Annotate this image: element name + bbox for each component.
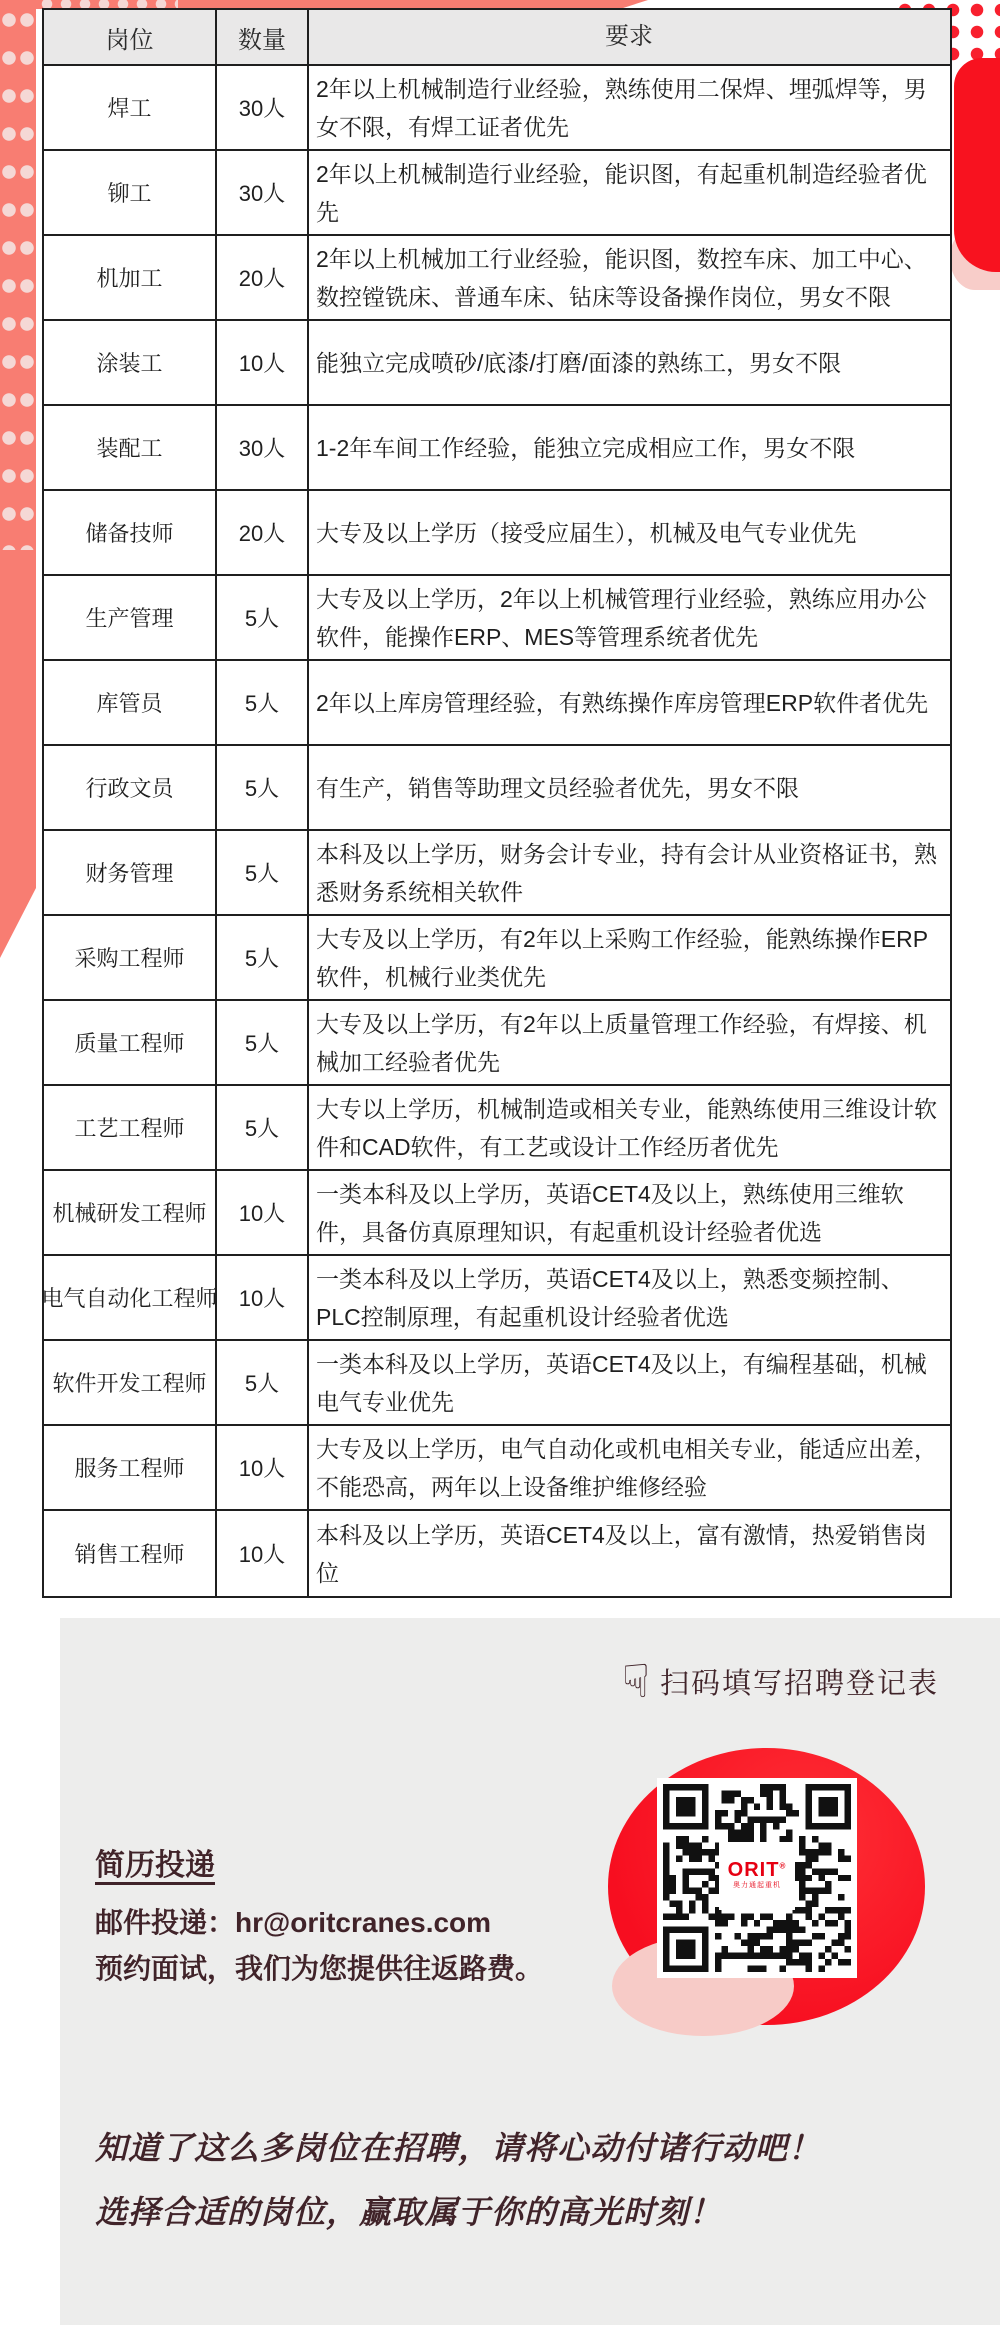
job-count: 10人: [217, 1426, 309, 1509]
bottom-panel: [60, 1618, 1000, 2325]
job-count: 5人: [217, 1341, 309, 1424]
table-row: [44, 831, 950, 916]
table-row: [44, 406, 950, 491]
pointing-down-hand-icon: ☟: [622, 1654, 651, 1708]
table-row: [44, 321, 950, 406]
orit-logo-sublabel: 奥力通起重机: [733, 1882, 781, 1890]
job-count: 10人: [217, 1511, 309, 1596]
orit-logo: ORIT®: [727, 1859, 787, 1882]
job-position: 机械研发工程师: [44, 1171, 217, 1254]
table-row: [44, 1086, 950, 1171]
email-line: 邮件投递：hr@oritcranes.com: [95, 1907, 492, 1938]
scan-label: 扫码填写招聘登记表: [660, 1667, 940, 1700]
table-row: [44, 916, 950, 1001]
qr-code: [657, 1778, 857, 1978]
qr-center-logo: [719, 1842, 795, 1910]
job-count: 10人: [217, 1171, 309, 1254]
job-count: 5人: [217, 576, 309, 659]
job-requirement: 一类本科及以上学历，英语CET4及以上，熟练使用三维软件，具备仿真原理知识，有起重机设计经验者优选: [316, 1180, 904, 1245]
interview-line: 预约面试，我们为您提供往返路费。: [95, 1953, 544, 1984]
job-position: 涂装工: [44, 321, 217, 404]
job-requirement: 本科及以上学历，财务会计专业，持有会计从业资格证书，熟悉财务系统相关软件: [316, 840, 937, 905]
job-count: 5人: [217, 1086, 309, 1169]
job-count: 10人: [217, 321, 309, 404]
job-requirement: 本科及以上学历，英语CET4及以上，富有激情，热爱销售岗位: [316, 1521, 927, 1586]
left-strip-dot-pattern: [0, 10, 36, 550]
header-position: 岗位: [44, 10, 217, 64]
table-row: [44, 491, 950, 576]
table-row: [44, 151, 950, 236]
job-count: 30人: [217, 66, 309, 149]
closing-line-1: 知道了这么多岗位在招聘，请将心动付诸行动吧！: [95, 2130, 822, 2166]
job-position: 焊工: [44, 66, 217, 149]
job-position: 装配工: [44, 406, 217, 489]
contact-block: [95, 1840, 543, 1992]
table-row: [44, 1341, 950, 1426]
job-position: 行政文员: [44, 746, 217, 829]
scan-instruction: [622, 1654, 940, 1708]
job-requirement: 能独立完成喷砂/底漆/打磨/面漆的熟练工，男女不限: [316, 349, 842, 376]
job-count: 5人: [217, 831, 309, 914]
table-body: [41, 66, 950, 1596]
table-row: [44, 1001, 950, 1086]
job-requirement: 大专及以上学历（接受应届生），机械及电气专业优先: [316, 519, 857, 546]
closing-message: [95, 2116, 821, 2244]
table-row: [44, 746, 950, 831]
job-position: 库管员: [44, 661, 217, 744]
job-count: 20人: [217, 236, 309, 319]
job-requirement: 大专及以上学历，有2年以上质量管理工作经验，有焊接、机械加工经验者优先: [316, 1010, 927, 1075]
job-position: 储备技师: [44, 491, 217, 574]
jobs-table: [42, 8, 952, 1598]
job-requirement: 2年以上机械制造行业经验，熟练使用二保焊、埋弧焊等，男女不限，有焊工证者优先: [316, 75, 927, 140]
job-position: 生产管理: [44, 576, 217, 659]
job-count: 30人: [217, 151, 309, 234]
table-row: [44, 576, 950, 661]
job-position: 机加工: [44, 236, 217, 319]
job-position: 软件开发工程师: [44, 1341, 217, 1424]
table-row: [41, 1256, 950, 1341]
job-count: 30人: [217, 406, 309, 489]
job-position: 质量工程师: [44, 1001, 217, 1084]
job-count: 20人: [217, 491, 309, 574]
header-count: 数量: [217, 10, 309, 64]
header-requirement: 要求: [605, 23, 653, 50]
table-header-row: [44, 10, 950, 66]
closing-line-2: 选择合适的岗位，赢取属于你的高光时刻！: [95, 2194, 723, 2230]
job-requirement: 2年以上库房管理经验，有熟练操作库房管理ERP软件者优先: [316, 689, 929, 716]
resume-delivery-title: 简历投递: [95, 1849, 215, 1882]
job-position: 采购工程师: [44, 916, 217, 999]
job-requirement: 大专及以上学历，2年以上机械管理行业经验，熟练应用办公软件，能操作ERP、MES等管理系统者优先: [316, 585, 927, 650]
job-position: 财务管理: [44, 831, 217, 914]
table-row: [44, 236, 950, 321]
table-row: [44, 66, 950, 151]
job-requirement: 有生产，销售等助理文员经验者优先，男女不限: [316, 774, 799, 801]
job-requirement: 1-2年车间工作经验，能独立完成相应工作，男女不限: [316, 434, 856, 461]
job-requirement: 大专以上学历，机械制造或相关专业，能熟练使用三维设计软件和CAD软件，有工艺或设计工作经历者优先: [316, 1095, 937, 1160]
job-requirement: 一类本科及以上学历，英语CET4及以上，熟悉变频控制、PLC控制原理，有起重机设计经验者优选: [316, 1265, 904, 1330]
job-requirement: 2年以上机械加工行业经验，能识图，数控车床、加工中心、数控镗铣床、普通车床、钻床等设备操作岗位，男女不限: [316, 245, 927, 310]
job-position: 工艺工程师: [44, 1086, 217, 1169]
job-requirement: 一类本科及以上学历，英语CET4及以上，有编程基础，机械电气专业优先: [316, 1350, 927, 1415]
job-count: 10人: [217, 1256, 309, 1339]
job-requirement: 大专及以上学历，电气自动化或机电相关专业，能适应出差，不能恐高，两年以上设备维护维修经验: [316, 1435, 937, 1500]
job-count: 5人: [217, 746, 309, 829]
job-requirement: 大专及以上学历，有2年以上采购工作经验，能熟练操作ERP软件，机械行业类优先: [316, 925, 929, 990]
right-red-shape: [954, 58, 1000, 272]
table-row: [44, 1426, 950, 1511]
table-row: [44, 1511, 950, 1596]
job-position: 电气自动化工程师: [44, 1256, 217, 1339]
table-row: [44, 661, 950, 746]
job-count: 5人: [217, 661, 309, 744]
job-position: 服务工程师: [44, 1426, 217, 1509]
job-count: 5人: [217, 1001, 309, 1084]
job-position: 铆工: [44, 151, 217, 234]
job-count: 5人: [217, 916, 309, 999]
job-requirement: 2年以上机械制造行业经验，能识图，有起重机制造经验者优先: [316, 160, 927, 225]
job-position: 销售工程师: [44, 1511, 217, 1596]
table-row: [44, 1171, 950, 1256]
